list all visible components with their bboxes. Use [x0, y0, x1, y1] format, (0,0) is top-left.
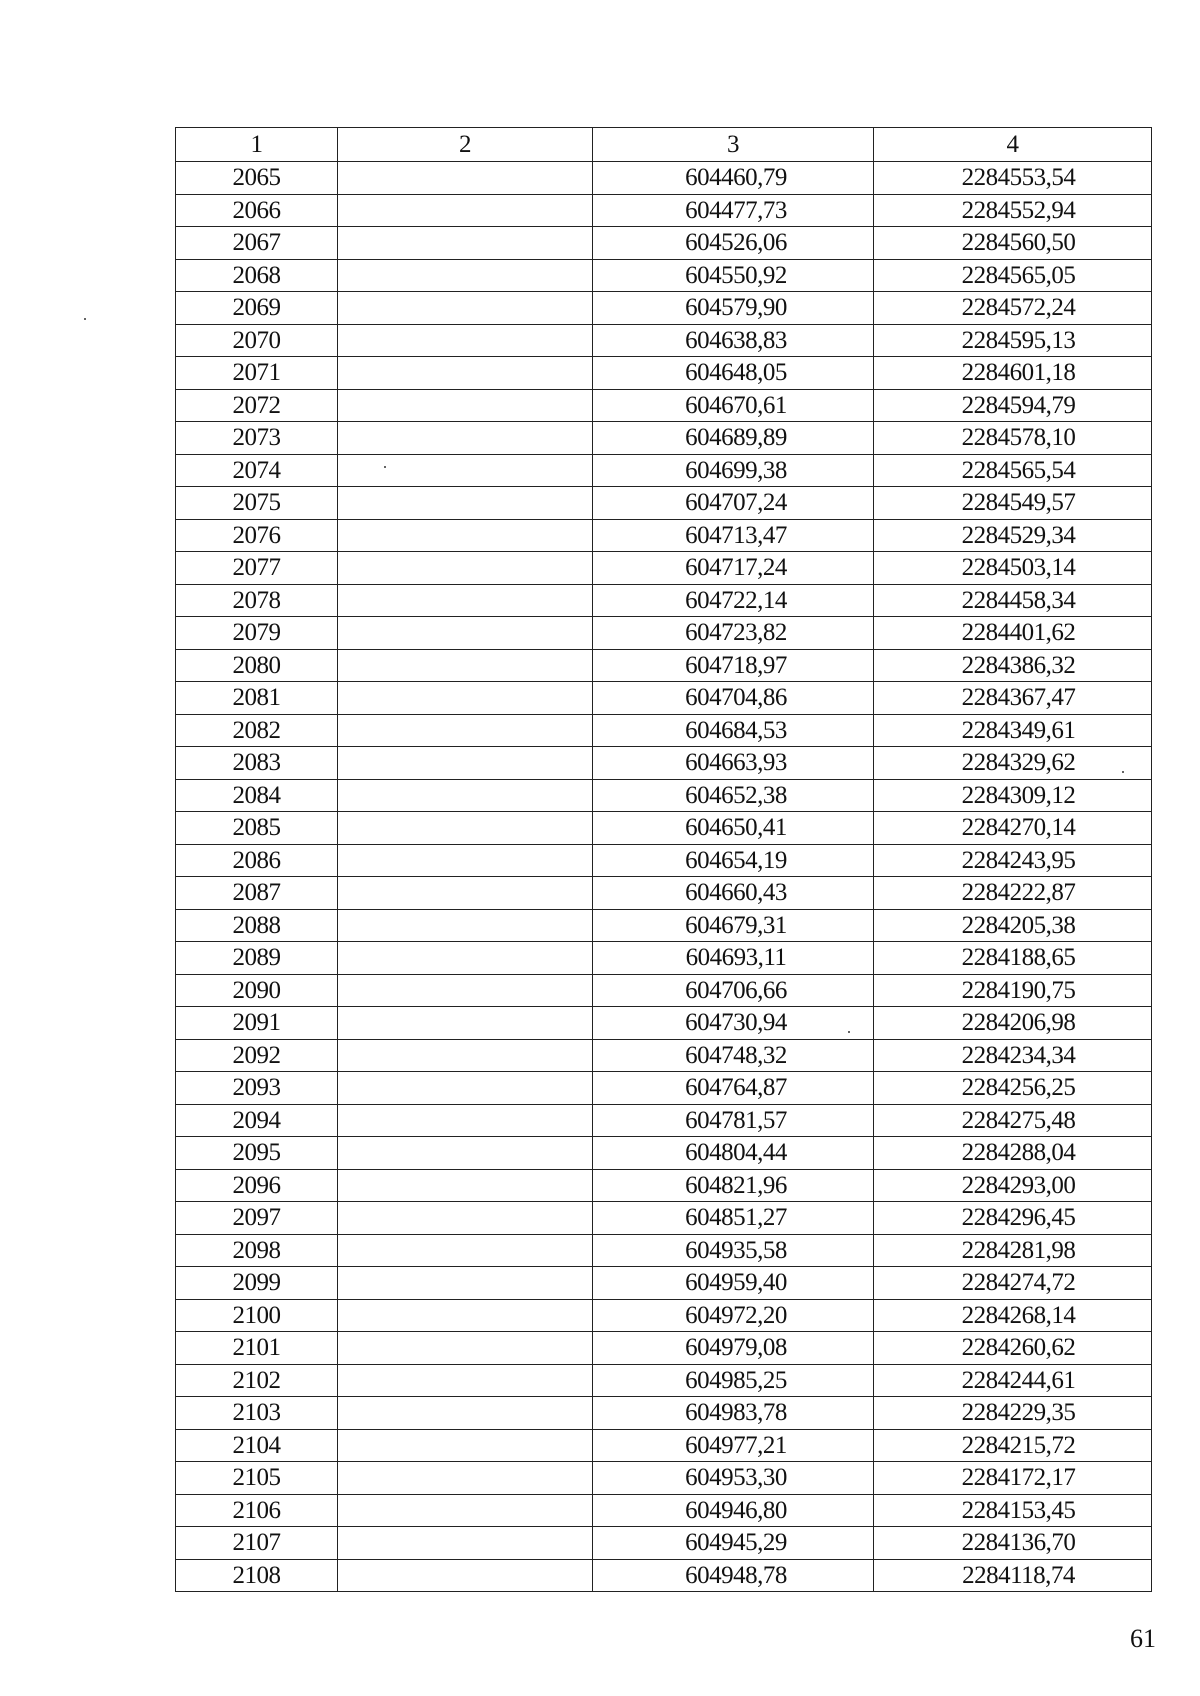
table-row — [176, 779, 1152, 812]
table-row — [176, 1494, 1152, 1527]
table-row — [176, 1462, 1152, 1495]
table-row — [176, 194, 1152, 227]
table-row — [176, 1007, 1152, 1040]
scan-speck — [848, 1031, 850, 1033]
x-coordinate-cell: 604460,79 — [593, 162, 874, 195]
empty-cell — [338, 942, 593, 975]
header-col-3: 3 — [593, 128, 874, 162]
table-row — [176, 162, 1152, 195]
table-row — [176, 324, 1152, 357]
x-coordinate-cell: 604948,78 — [593, 1559, 874, 1592]
empty-cell — [338, 227, 593, 260]
y-coordinate-cell: 2284274,72 — [874, 1267, 1152, 1300]
table-row — [176, 1072, 1152, 1105]
table-row — [176, 974, 1152, 1007]
x-coordinate-cell: 604699,38 — [593, 454, 874, 487]
point-number-cell: 2100 — [176, 1299, 338, 1332]
x-coordinate-cell: 604704,86 — [593, 682, 874, 715]
point-number-cell: 2108 — [176, 1559, 338, 1592]
point-number-cell: 2092 — [176, 1039, 338, 1072]
header-col-2: 2 — [338, 128, 593, 162]
empty-cell — [338, 1137, 593, 1170]
x-coordinate-cell: 604679,31 — [593, 909, 874, 942]
table-row — [176, 747, 1152, 780]
x-coordinate-cell: 604804,44 — [593, 1137, 874, 1170]
point-number-cell: 2073 — [176, 422, 338, 455]
y-coordinate-cell: 2284205,38 — [874, 909, 1152, 942]
point-number-cell: 2067 — [176, 227, 338, 260]
point-number-cell: 2103 — [176, 1397, 338, 1430]
scan-speck — [384, 466, 386, 468]
x-coordinate-cell: 604722,14 — [593, 584, 874, 617]
empty-cell — [338, 324, 593, 357]
x-coordinate-cell: 604959,40 — [593, 1267, 874, 1300]
table-row — [176, 1267, 1152, 1300]
y-coordinate-cell: 2284553,54 — [874, 162, 1152, 195]
table-row — [176, 649, 1152, 682]
y-coordinate-cell: 2284552,94 — [874, 194, 1152, 227]
table-row — [176, 1332, 1152, 1365]
x-coordinate-cell: 604693,11 — [593, 942, 874, 975]
x-coordinate-cell: 604477,73 — [593, 194, 874, 227]
table-row — [176, 617, 1152, 650]
table-row — [176, 1299, 1152, 1332]
x-coordinate-cell: 604764,87 — [593, 1072, 874, 1105]
x-coordinate-cell: 604821,96 — [593, 1169, 874, 1202]
table-row — [176, 1429, 1152, 1462]
point-number-cell: 2099 — [176, 1267, 338, 1300]
x-coordinate-cell: 604972,20 — [593, 1299, 874, 1332]
empty-cell — [338, 422, 593, 455]
point-number-cell: 2093 — [176, 1072, 338, 1105]
empty-cell — [338, 1559, 593, 1592]
point-number-cell: 2079 — [176, 617, 338, 650]
point-number-cell: 2096 — [176, 1169, 338, 1202]
table-row — [176, 584, 1152, 617]
x-coordinate-cell: 604579,90 — [593, 292, 874, 325]
x-coordinate-cell: 604985,25 — [593, 1364, 874, 1397]
header-col-1: 1 — [176, 128, 338, 162]
point-number-cell: 2095 — [176, 1137, 338, 1170]
empty-cell — [338, 812, 593, 845]
table-row — [176, 1169, 1152, 1202]
coordinates-table — [175, 127, 1152, 1592]
empty-cell — [338, 1169, 593, 1202]
empty-cell — [338, 1299, 593, 1332]
point-number-cell: 2071 — [176, 357, 338, 390]
x-coordinate-cell: 604935,58 — [593, 1234, 874, 1267]
empty-cell — [338, 682, 593, 715]
empty-cell — [338, 974, 593, 1007]
point-number-cell: 2075 — [176, 487, 338, 520]
y-coordinate-cell: 2284349,61 — [874, 714, 1152, 747]
scan-speck — [1122, 771, 1124, 773]
empty-cell — [338, 844, 593, 877]
y-coordinate-cell: 2284601,18 — [874, 357, 1152, 390]
x-coordinate-cell: 604979,08 — [593, 1332, 874, 1365]
table-row — [176, 422, 1152, 455]
empty-cell — [338, 519, 593, 552]
empty-cell — [338, 194, 593, 227]
empty-cell — [338, 1267, 593, 1300]
empty-cell — [338, 1104, 593, 1137]
y-coordinate-cell: 2284281,98 — [874, 1234, 1152, 1267]
empty-cell — [338, 1527, 593, 1560]
y-coordinate-cell: 2284595,13 — [874, 324, 1152, 357]
x-coordinate-cell: 604748,32 — [593, 1039, 874, 1072]
point-number-cell: 2106 — [176, 1494, 338, 1527]
x-coordinate-cell: 604713,47 — [593, 519, 874, 552]
empty-cell — [338, 747, 593, 780]
table-row — [176, 519, 1152, 552]
y-coordinate-cell: 2284296,45 — [874, 1202, 1152, 1235]
y-coordinate-cell: 2284172,17 — [874, 1462, 1152, 1495]
point-number-cell: 2076 — [176, 519, 338, 552]
x-coordinate-cell: 604663,93 — [593, 747, 874, 780]
point-number-cell: 2070 — [176, 324, 338, 357]
y-coordinate-cell: 2284594,79 — [874, 389, 1152, 422]
table-row — [176, 1559, 1152, 1592]
x-coordinate-cell: 604638,83 — [593, 324, 874, 357]
point-number-cell: 2087 — [176, 877, 338, 910]
table-row — [176, 1137, 1152, 1170]
y-coordinate-cell: 2284222,87 — [874, 877, 1152, 910]
y-coordinate-cell: 2284549,57 — [874, 487, 1152, 520]
empty-cell — [338, 1429, 593, 1462]
x-coordinate-cell: 604977,21 — [593, 1429, 874, 1462]
table-row — [176, 1202, 1152, 1235]
empty-cell — [338, 1364, 593, 1397]
point-number-cell: 2088 — [176, 909, 338, 942]
y-coordinate-cell: 2284215,72 — [874, 1429, 1152, 1462]
point-number-cell: 2102 — [176, 1364, 338, 1397]
x-coordinate-cell: 604684,53 — [593, 714, 874, 747]
empty-cell — [338, 649, 593, 682]
point-number-cell: 2066 — [176, 194, 338, 227]
table-row — [176, 1104, 1152, 1137]
x-coordinate-cell: 604648,05 — [593, 357, 874, 390]
table-row — [176, 259, 1152, 292]
point-number-cell: 2083 — [176, 747, 338, 780]
empty-cell — [338, 909, 593, 942]
empty-cell — [338, 292, 593, 325]
x-coordinate-cell: 604946,80 — [593, 1494, 874, 1527]
point-number-cell: 2080 — [176, 649, 338, 682]
y-coordinate-cell: 2284565,54 — [874, 454, 1152, 487]
empty-cell — [338, 1332, 593, 1365]
table-row — [176, 389, 1152, 422]
point-number-cell: 2105 — [176, 1462, 338, 1495]
y-coordinate-cell: 2284188,65 — [874, 942, 1152, 975]
point-number-cell: 2091 — [176, 1007, 338, 1040]
y-coordinate-cell: 2284565,05 — [874, 259, 1152, 292]
x-coordinate-cell: 604706,66 — [593, 974, 874, 1007]
point-number-cell: 2085 — [176, 812, 338, 845]
table-row — [176, 812, 1152, 845]
table-row — [176, 552, 1152, 585]
y-coordinate-cell: 2284458,34 — [874, 584, 1152, 617]
y-coordinate-cell: 2284206,98 — [874, 1007, 1152, 1040]
table-row — [176, 454, 1152, 487]
point-number-cell: 2097 — [176, 1202, 338, 1235]
y-coordinate-cell: 2284118,74 — [874, 1559, 1152, 1592]
empty-cell — [338, 1397, 593, 1430]
x-coordinate-cell: 604689,89 — [593, 422, 874, 455]
x-coordinate-cell: 604723,82 — [593, 617, 874, 650]
x-coordinate-cell: 604526,06 — [593, 227, 874, 260]
point-number-cell: 2081 — [176, 682, 338, 715]
point-number-cell: 2090 — [176, 974, 338, 1007]
table-row — [176, 877, 1152, 910]
table-body — [176, 162, 1152, 1592]
y-coordinate-cell: 2284529,34 — [874, 519, 1152, 552]
scan-speck — [84, 318, 86, 320]
point-number-cell: 2101 — [176, 1332, 338, 1365]
empty-cell — [338, 779, 593, 812]
y-coordinate-cell: 2284256,25 — [874, 1072, 1152, 1105]
x-coordinate-cell: 604781,57 — [593, 1104, 874, 1137]
page-number: 61 — [1130, 1624, 1156, 1653]
point-number-cell: 2107 — [176, 1527, 338, 1560]
y-coordinate-cell: 2284560,50 — [874, 227, 1152, 260]
table-row — [176, 1039, 1152, 1072]
point-number-cell: 2078 — [176, 584, 338, 617]
table-row — [176, 1527, 1152, 1560]
empty-cell — [338, 552, 593, 585]
table-row — [176, 292, 1152, 325]
x-coordinate-cell: 604707,24 — [593, 487, 874, 520]
y-coordinate-cell: 2284329,62 — [874, 747, 1152, 780]
x-coordinate-cell: 604717,24 — [593, 552, 874, 585]
point-number-cell: 2065 — [176, 162, 338, 195]
y-coordinate-cell: 2284275,48 — [874, 1104, 1152, 1137]
x-coordinate-cell: 604650,41 — [593, 812, 874, 845]
empty-cell — [338, 1039, 593, 1072]
y-coordinate-cell: 2284229,35 — [874, 1397, 1152, 1430]
point-number-cell: 2072 — [176, 389, 338, 422]
empty-cell — [338, 714, 593, 747]
y-coordinate-cell: 2284578,10 — [874, 422, 1152, 455]
empty-cell — [338, 389, 593, 422]
x-coordinate-cell: 604652,38 — [593, 779, 874, 812]
empty-cell — [338, 877, 593, 910]
table-row — [176, 1234, 1152, 1267]
header-col-4: 4 — [874, 128, 1152, 162]
x-coordinate-cell: 604983,78 — [593, 1397, 874, 1430]
table-row — [176, 942, 1152, 975]
point-number-cell: 2089 — [176, 942, 338, 975]
table-row — [176, 487, 1152, 520]
y-coordinate-cell: 2284190,75 — [874, 974, 1152, 1007]
point-number-cell: 2068 — [176, 259, 338, 292]
x-coordinate-cell: 604660,43 — [593, 877, 874, 910]
y-coordinate-cell: 2284309,12 — [874, 779, 1152, 812]
empty-cell — [338, 1007, 593, 1040]
point-number-cell: 2098 — [176, 1234, 338, 1267]
point-number-cell: 2084 — [176, 779, 338, 812]
y-coordinate-cell: 2284288,04 — [874, 1137, 1152, 1170]
empty-cell — [338, 487, 593, 520]
y-coordinate-cell: 2284136,70 — [874, 1527, 1152, 1560]
y-coordinate-cell: 2284268,14 — [874, 1299, 1152, 1332]
empty-cell — [338, 1462, 593, 1495]
x-coordinate-cell: 604718,97 — [593, 649, 874, 682]
point-number-cell: 2074 — [176, 454, 338, 487]
empty-cell — [338, 1072, 593, 1105]
x-coordinate-cell: 604945,29 — [593, 1527, 874, 1560]
table-row — [176, 1364, 1152, 1397]
y-coordinate-cell: 2284243,95 — [874, 844, 1152, 877]
empty-cell — [338, 454, 593, 487]
y-coordinate-cell: 2284260,62 — [874, 1332, 1152, 1365]
empty-cell — [338, 1234, 593, 1267]
y-coordinate-cell: 2284244,61 — [874, 1364, 1152, 1397]
x-coordinate-cell: 604550,92 — [593, 259, 874, 292]
x-coordinate-cell: 604654,19 — [593, 844, 874, 877]
x-coordinate-cell: 604851,27 — [593, 1202, 874, 1235]
x-coordinate-cell: 604730,94 — [593, 1007, 874, 1040]
table-row — [176, 357, 1152, 390]
table-row — [176, 714, 1152, 747]
empty-cell — [338, 1494, 593, 1527]
x-coordinate-cell: 604670,61 — [593, 389, 874, 422]
header-row — [176, 128, 1152, 162]
point-number-cell: 2094 — [176, 1104, 338, 1137]
table-row — [176, 909, 1152, 942]
y-coordinate-cell: 2284234,34 — [874, 1039, 1152, 1072]
empty-cell — [338, 162, 593, 195]
table-row — [176, 682, 1152, 715]
x-coordinate-cell: 604953,30 — [593, 1462, 874, 1495]
table-row — [176, 1397, 1152, 1430]
y-coordinate-cell: 2284572,24 — [874, 292, 1152, 325]
y-coordinate-cell: 2284386,32 — [874, 649, 1152, 682]
point-number-cell: 2086 — [176, 844, 338, 877]
table-row — [176, 227, 1152, 260]
point-number-cell: 2077 — [176, 552, 338, 585]
empty-cell — [338, 259, 593, 292]
y-coordinate-cell: 2284270,14 — [874, 812, 1152, 845]
y-coordinate-cell: 2284503,14 — [874, 552, 1152, 585]
y-coordinate-cell: 2284153,45 — [874, 1494, 1152, 1527]
y-coordinate-cell: 2284367,47 — [874, 682, 1152, 715]
table-row — [176, 844, 1152, 877]
point-number-cell: 2069 — [176, 292, 338, 325]
table-header — [176, 128, 1152, 162]
empty-cell — [338, 617, 593, 650]
y-coordinate-cell: 2284293,00 — [874, 1169, 1152, 1202]
empty-cell — [338, 357, 593, 390]
point-number-cell: 2082 — [176, 714, 338, 747]
empty-cell — [338, 1202, 593, 1235]
point-number-cell: 2104 — [176, 1429, 338, 1462]
empty-cell — [338, 584, 593, 617]
y-coordinate-cell: 2284401,62 — [874, 617, 1152, 650]
